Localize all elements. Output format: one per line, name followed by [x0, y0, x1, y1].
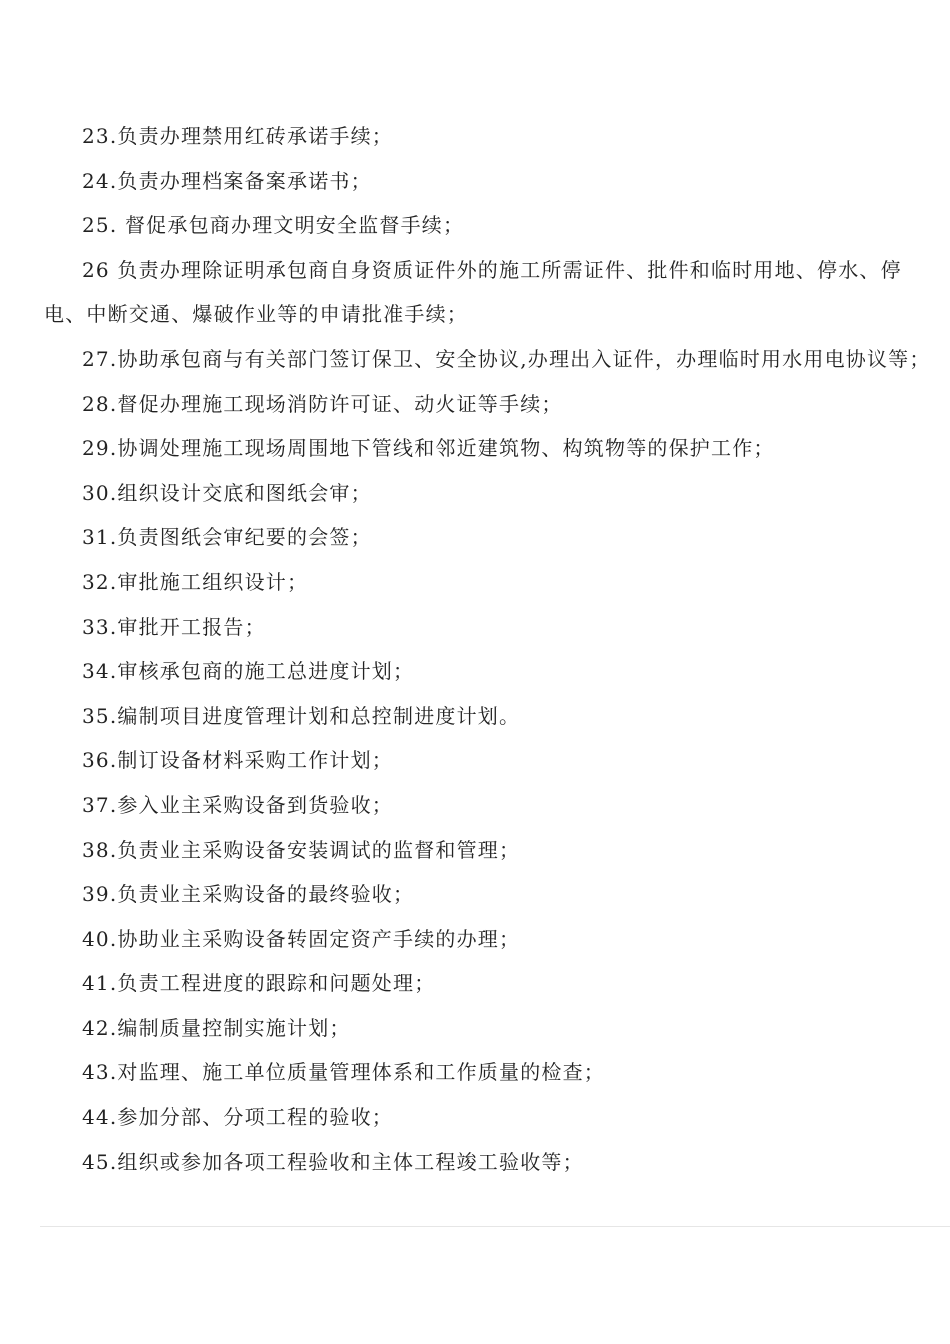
list-item: 38.负责业主采购设备安装调试的监督和管理；: [82, 837, 521, 862]
list-item: 41.负责工程进度的跟踪和问题处理；: [82, 971, 436, 996]
list-item: 36.制订设备材料采购工作计划；: [82, 748, 394, 773]
list-item: 33.审批开工报告；: [82, 614, 266, 639]
list-item: 40.协助业主采购设备转固定资产手续的办理；: [82, 926, 521, 951]
list-item: 31.负责图纸会审纪要的会签；: [82, 525, 372, 550]
list-item: 43.对监理、施工单位质量管理体系和工作质量的检查；: [82, 1060, 606, 1085]
list-item: 34.审核承包商的施工总进度计划；: [82, 659, 415, 684]
list-item: 28.督促办理施工现场消防许可证、动火证等手续；: [82, 391, 563, 416]
list-item: 42.编制质量控制实施计划；: [82, 1015, 351, 1040]
list-item: 45.组织或参加各项工程验收和主体工程竣工验收等；: [82, 1149, 584, 1174]
list-item: 37.参入业主采购设备到货验收；: [82, 792, 394, 817]
list-item: 44.参加分部、分项工程的验收；: [82, 1105, 394, 1130]
duty-list: [44, 114, 944, 1184]
list-item: 27.协助承包商与有关部门签订保卫、安全协议,办理出入证件，办理临时用水用电协议等；: [82, 346, 931, 371]
list-item: 35.编制项目进度管理计划和总控制进度计划。: [82, 703, 521, 728]
list-item: 23.负责办理禁用红砖承诺手续；: [82, 124, 394, 148]
list-item: 39.负责业主采购设备的最终验收；: [82, 882, 415, 907]
page-bottom-divider: [40, 1226, 950, 1227]
list-item: 25. 督促承包商办理文明安全监督手续；: [82, 213, 465, 238]
list-item: 30.组织设计交底和图纸会审；: [82, 480, 372, 505]
list-item: 24.负责办理档案备案承诺书；: [82, 168, 372, 193]
list-item: 29.协调处理施工现场周围地下管线和邻近建筑物、构筑物等的保护工作；: [82, 436, 775, 461]
list-item: 26 负责办理除证明承包商自身资质证件外的施工所需证件、批件和临时用地、停水、停电、中断交通、爆破作业等的申请批准手续；: [44, 257, 902, 327]
list-item: 32.审批施工组织设计；: [82, 569, 309, 594]
